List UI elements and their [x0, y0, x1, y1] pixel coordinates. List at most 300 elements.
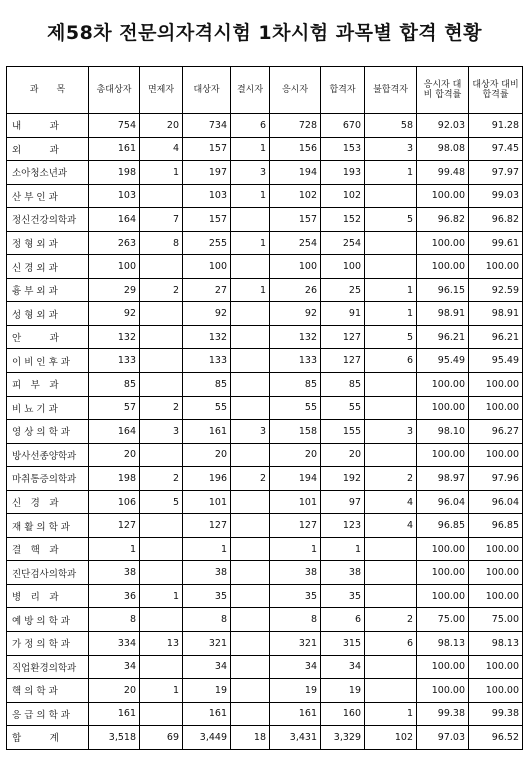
subject-cell: 외 과 [7, 137, 89, 161]
value-cell: 156 [270, 137, 321, 161]
value-cell: 97.96 [469, 467, 523, 491]
value-cell: 192 [321, 467, 365, 491]
value-cell: 133 [183, 349, 231, 373]
value-cell: 26 [270, 278, 321, 302]
value-cell: 99.61 [469, 231, 523, 255]
table-row [7, 608, 523, 632]
value-cell: 85 [270, 373, 321, 397]
value-cell: 3 [140, 420, 183, 444]
value-cell [231, 373, 270, 397]
value-cell [365, 537, 417, 561]
column-header: 대상자 대비 합격률 [469, 67, 523, 114]
value-cell: 19 [270, 679, 321, 703]
value-cell: 100.00 [417, 584, 469, 608]
value-cell: 96.82 [417, 208, 469, 232]
table-row [7, 278, 523, 302]
value-cell: 161 [89, 137, 140, 161]
value-cell: 55 [183, 396, 231, 420]
value-cell: 100.00 [417, 373, 469, 397]
value-cell: 255 [183, 231, 231, 255]
value-cell: 2 [365, 467, 417, 491]
value-cell: 92.03 [417, 114, 469, 138]
subject-cell: 산 부 인 과 [7, 184, 89, 208]
table-row [7, 655, 523, 679]
value-cell: 7 [140, 208, 183, 232]
value-cell [231, 396, 270, 420]
value-cell: 97 [321, 490, 365, 514]
table-row [7, 490, 523, 514]
value-cell: 85 [89, 373, 140, 397]
value-cell: 100.00 [469, 373, 523, 397]
value-cell: 754 [89, 114, 140, 138]
value-cell: 3 [231, 420, 270, 444]
value-cell: 2 [140, 467, 183, 491]
value-cell: 1 [231, 278, 270, 302]
value-cell [231, 255, 270, 279]
table-row [7, 114, 523, 138]
value-cell [140, 702, 183, 726]
table-row [7, 632, 523, 656]
value-cell: 198 [89, 161, 140, 185]
value-cell: 99.38 [469, 702, 523, 726]
value-cell [140, 443, 183, 467]
value-cell: 100.00 [469, 561, 523, 585]
value-cell: 97.03 [417, 726, 469, 750]
table-row [7, 537, 523, 561]
value-cell: 164 [89, 208, 140, 232]
value-cell: 2 [231, 467, 270, 491]
value-cell: 36 [89, 584, 140, 608]
subject-cell: 신 경 외 과 [7, 255, 89, 279]
value-cell: 1 [140, 679, 183, 703]
value-cell: 96.85 [417, 514, 469, 538]
value-cell: 1 [231, 137, 270, 161]
value-cell: 20 [183, 443, 231, 467]
value-cell: 254 [321, 231, 365, 255]
value-cell [365, 184, 417, 208]
value-cell: 5 [365, 325, 417, 349]
value-cell: 133 [270, 349, 321, 373]
value-cell [231, 514, 270, 538]
column-header: 응시자 대비 합격률 [417, 67, 469, 114]
value-cell: 96.21 [469, 325, 523, 349]
value-cell [140, 561, 183, 585]
value-cell: 127 [270, 514, 321, 538]
value-cell: 1 [231, 184, 270, 208]
value-cell: 25 [321, 278, 365, 302]
value-cell: 98.10 [417, 420, 469, 444]
value-cell: 100.00 [469, 584, 523, 608]
value-cell: 19 [183, 679, 231, 703]
value-cell: 1 [140, 161, 183, 185]
subject-cell: 피 부 과 [7, 373, 89, 397]
value-cell: 98.91 [469, 302, 523, 326]
value-cell: 6 [321, 608, 365, 632]
value-cell: 157 [183, 208, 231, 232]
column-header: 면제자 [140, 67, 183, 114]
column-header: 과 목 [7, 67, 89, 114]
value-cell: 101 [183, 490, 231, 514]
value-cell [231, 584, 270, 608]
value-cell [140, 255, 183, 279]
value-cell: 157 [183, 137, 231, 161]
subject-cell: 소아청소년과 [7, 161, 89, 185]
value-cell: 4 [365, 514, 417, 538]
subject-cell: 합 계 [7, 726, 89, 750]
value-cell: 728 [270, 114, 321, 138]
value-cell: 321 [270, 632, 321, 656]
value-cell: 96.85 [469, 514, 523, 538]
value-cell: 2 [140, 278, 183, 302]
value-cell: 3 [231, 161, 270, 185]
value-cell: 34 [321, 655, 365, 679]
value-cell: 101 [270, 490, 321, 514]
value-cell: 5 [140, 490, 183, 514]
subject-cell: 진단검사의학과 [7, 561, 89, 585]
value-cell: 194 [270, 467, 321, 491]
subject-cell: 방사선종양학과 [7, 443, 89, 467]
table-row [7, 467, 523, 491]
value-cell: 100.00 [469, 537, 523, 561]
value-cell [231, 608, 270, 632]
value-cell: 103 [183, 184, 231, 208]
value-cell [231, 302, 270, 326]
value-cell: 158 [270, 420, 321, 444]
value-cell [140, 514, 183, 538]
value-cell: 155 [321, 420, 365, 444]
value-cell: 127 [183, 514, 231, 538]
value-cell: 1 [321, 537, 365, 561]
value-cell [231, 561, 270, 585]
value-cell: 38 [89, 561, 140, 585]
table-row [7, 396, 523, 420]
value-cell: 29 [89, 278, 140, 302]
value-cell: 18 [231, 726, 270, 750]
value-cell: 98.91 [417, 302, 469, 326]
column-header: 불합격자 [365, 67, 417, 114]
value-cell: 99.48 [417, 161, 469, 185]
value-cell: 6 [231, 114, 270, 138]
value-cell: 13 [140, 632, 183, 656]
value-cell: 35 [321, 584, 365, 608]
value-cell [365, 443, 417, 467]
value-cell: 100.00 [469, 679, 523, 703]
value-cell: 27 [183, 278, 231, 302]
value-cell: 198 [89, 467, 140, 491]
value-cell: 100 [270, 255, 321, 279]
value-cell: 102 [270, 184, 321, 208]
table-row [7, 231, 523, 255]
subject-cell: 재 활 의 학 과 [7, 514, 89, 538]
value-cell: 57 [89, 396, 140, 420]
value-cell: 132 [183, 325, 231, 349]
value-cell: 8 [270, 608, 321, 632]
value-cell [231, 443, 270, 467]
value-cell: 164 [89, 420, 140, 444]
value-cell: 160 [321, 702, 365, 726]
value-cell: 58 [365, 114, 417, 138]
value-cell: 95.49 [417, 349, 469, 373]
value-cell [231, 490, 270, 514]
value-cell: 34 [270, 655, 321, 679]
table-row [7, 161, 523, 185]
value-cell: 69 [140, 726, 183, 750]
table-row [7, 137, 523, 161]
value-cell: 38 [321, 561, 365, 585]
value-cell: 103 [89, 184, 140, 208]
value-cell: 2 [365, 608, 417, 632]
value-cell: 161 [183, 420, 231, 444]
value-cell [231, 679, 270, 703]
value-cell: 670 [321, 114, 365, 138]
table-row [7, 514, 523, 538]
value-cell: 194 [270, 161, 321, 185]
subject-cell: 이 비 인 후 과 [7, 349, 89, 373]
value-cell: 4 [365, 490, 417, 514]
table-row [7, 208, 523, 232]
value-cell: 100.00 [417, 537, 469, 561]
value-cell [231, 325, 270, 349]
value-cell: 8 [140, 231, 183, 255]
value-cell [365, 255, 417, 279]
value-cell: 34 [89, 655, 140, 679]
column-header: 합격자 [321, 67, 365, 114]
value-cell: 20 [321, 443, 365, 467]
total-row [7, 726, 523, 750]
value-cell [231, 702, 270, 726]
value-cell: 100.00 [417, 255, 469, 279]
value-cell: 161 [89, 702, 140, 726]
subject-cell: 병 리 과 [7, 584, 89, 608]
value-cell: 91 [321, 302, 365, 326]
value-cell: 55 [270, 396, 321, 420]
value-cell: 734 [183, 114, 231, 138]
value-cell: 100.00 [417, 443, 469, 467]
value-cell: 161 [270, 702, 321, 726]
value-cell: 127 [321, 349, 365, 373]
column-header: 대상자 [183, 67, 231, 114]
value-cell: 96.04 [469, 490, 523, 514]
value-cell: 96.27 [469, 420, 523, 444]
value-cell: 321 [183, 632, 231, 656]
subject-cell: 응 급 의 학 과 [7, 702, 89, 726]
value-cell: 75.00 [469, 608, 523, 632]
value-cell [365, 584, 417, 608]
value-cell: 157 [270, 208, 321, 232]
value-cell: 152 [321, 208, 365, 232]
value-cell: 3,431 [270, 726, 321, 750]
subject-cell: 직업환경의학과 [7, 655, 89, 679]
subject-cell: 핵 의 학 과 [7, 679, 89, 703]
value-cell: 1 [365, 302, 417, 326]
value-cell: 92.59 [469, 278, 523, 302]
value-cell [365, 679, 417, 703]
table-row [7, 443, 523, 467]
value-cell: 6 [365, 632, 417, 656]
value-cell: 97.45 [469, 137, 523, 161]
value-cell [140, 608, 183, 632]
value-cell: 100.00 [469, 443, 523, 467]
value-cell: 100.00 [417, 231, 469, 255]
value-cell [231, 537, 270, 561]
value-cell: 92 [183, 302, 231, 326]
value-cell: 96.21 [417, 325, 469, 349]
table-row [7, 420, 523, 444]
value-cell: 3,329 [321, 726, 365, 750]
value-cell: 196 [183, 467, 231, 491]
table-row [7, 702, 523, 726]
value-cell: 96.15 [417, 278, 469, 302]
subject-cell: 결 핵 과 [7, 537, 89, 561]
value-cell: 99.38 [417, 702, 469, 726]
value-cell: 20 [270, 443, 321, 467]
value-cell [365, 396, 417, 420]
column-header: 응시자 [270, 67, 321, 114]
value-cell: 1 [140, 584, 183, 608]
value-cell: 38 [183, 561, 231, 585]
subject-cell: 성 형 외 과 [7, 302, 89, 326]
value-cell [140, 302, 183, 326]
column-header: 결시자 [231, 67, 270, 114]
value-cell: 55 [321, 396, 365, 420]
value-cell [140, 373, 183, 397]
value-cell: 100.00 [469, 396, 523, 420]
value-cell: 1 [270, 537, 321, 561]
table-row [7, 679, 523, 703]
value-cell: 254 [270, 231, 321, 255]
value-cell: 100 [321, 255, 365, 279]
value-cell: 4 [140, 137, 183, 161]
value-cell [231, 632, 270, 656]
value-cell: 127 [89, 514, 140, 538]
value-cell: 85 [321, 373, 365, 397]
value-cell: 100.00 [469, 255, 523, 279]
column-header: 총대상자 [89, 67, 140, 114]
value-cell [140, 349, 183, 373]
value-cell: 98.13 [469, 632, 523, 656]
subject-cell: 내 과 [7, 114, 89, 138]
value-cell: 263 [89, 231, 140, 255]
results-table [6, 66, 523, 750]
value-cell: 20 [89, 679, 140, 703]
value-cell: 3,518 [89, 726, 140, 750]
value-cell: 8 [89, 608, 140, 632]
table-row [7, 325, 523, 349]
page-title: 제58차 전문의자격시험 1차시험 과목별 합격 현황 [47, 22, 482, 44]
table-header-row [7, 67, 523, 114]
value-cell: 153 [321, 137, 365, 161]
value-cell: 91.28 [469, 114, 523, 138]
value-cell: 102 [365, 726, 417, 750]
value-cell: 1 [183, 537, 231, 561]
value-cell: 98.97 [417, 467, 469, 491]
value-cell: 106 [89, 490, 140, 514]
value-cell [231, 208, 270, 232]
value-cell [140, 184, 183, 208]
value-cell: 34 [183, 655, 231, 679]
table-row [7, 373, 523, 397]
value-cell: 96.82 [469, 208, 523, 232]
value-cell: 92 [270, 302, 321, 326]
value-cell: 6 [365, 349, 417, 373]
value-cell: 97.97 [469, 161, 523, 185]
subject-cell: 안 과 [7, 325, 89, 349]
value-cell: 132 [270, 325, 321, 349]
value-cell: 96.04 [417, 490, 469, 514]
value-cell: 334 [89, 632, 140, 656]
value-cell: 102 [321, 184, 365, 208]
value-cell: 98.13 [417, 632, 469, 656]
subject-cell: 비 뇨 기 과 [7, 396, 89, 420]
value-cell: 161 [183, 702, 231, 726]
value-cell: 35 [270, 584, 321, 608]
value-cell: 92 [89, 302, 140, 326]
value-cell: 99.03 [469, 184, 523, 208]
subject-cell: 신 경 과 [7, 490, 89, 514]
value-cell [231, 349, 270, 373]
table-row [7, 561, 523, 585]
value-cell: 193 [321, 161, 365, 185]
table-row [7, 302, 523, 326]
subject-cell: 정신건강의학과 [7, 208, 89, 232]
value-cell: 100.00 [417, 655, 469, 679]
value-cell: 100 [183, 255, 231, 279]
value-cell: 3 [365, 137, 417, 161]
value-cell [231, 655, 270, 679]
value-cell: 20 [140, 114, 183, 138]
subject-cell: 흉 부 외 과 [7, 278, 89, 302]
table-row [7, 584, 523, 608]
subject-cell: 마취통증의학과 [7, 467, 89, 491]
value-cell: 100.00 [417, 679, 469, 703]
value-cell: 2 [140, 396, 183, 420]
value-cell: 96.52 [469, 726, 523, 750]
subject-cell: 정 형 외 과 [7, 231, 89, 255]
value-cell: 100 [89, 255, 140, 279]
value-cell: 133 [89, 349, 140, 373]
subject-cell: 예 방 의 학 과 [7, 608, 89, 632]
value-cell: 85 [183, 373, 231, 397]
value-cell: 1 [365, 161, 417, 185]
value-cell: 123 [321, 514, 365, 538]
value-cell: 1 [89, 537, 140, 561]
value-cell [140, 655, 183, 679]
value-cell [365, 655, 417, 679]
value-cell: 100.00 [417, 396, 469, 420]
table-row [7, 184, 523, 208]
subject-cell: 가 정 의 학 과 [7, 632, 89, 656]
value-cell: 95.49 [469, 349, 523, 373]
value-cell: 3,449 [183, 726, 231, 750]
value-cell: 315 [321, 632, 365, 656]
value-cell: 35 [183, 584, 231, 608]
value-cell [140, 325, 183, 349]
value-cell: 5 [365, 208, 417, 232]
value-cell: 19 [321, 679, 365, 703]
table-row [7, 349, 523, 373]
value-cell [140, 537, 183, 561]
value-cell: 127 [321, 325, 365, 349]
value-cell: 1 [365, 278, 417, 302]
value-cell: 132 [89, 325, 140, 349]
value-cell: 38 [270, 561, 321, 585]
value-cell: 1 [365, 702, 417, 726]
value-cell: 98.08 [417, 137, 469, 161]
value-cell: 100.00 [469, 655, 523, 679]
value-cell: 100.00 [417, 184, 469, 208]
value-cell [365, 373, 417, 397]
value-cell: 1 [231, 231, 270, 255]
